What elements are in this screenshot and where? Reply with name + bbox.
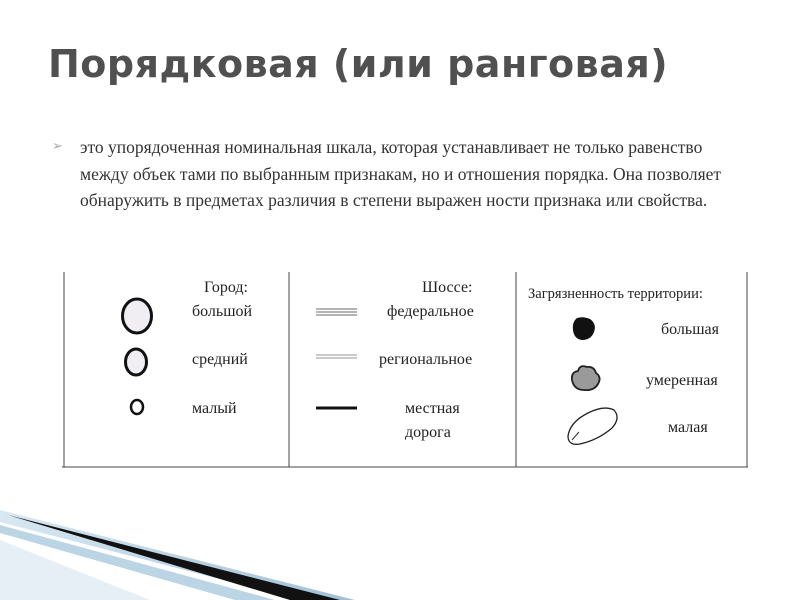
pollution-low-label: малая	[668, 419, 708, 436]
road-regional-icon	[316, 355, 357, 358]
slide-title: Порядковая (или ранговая)	[48, 42, 669, 86]
city-header: Город:	[204, 279, 248, 296]
pollution-low-icon	[568, 408, 617, 444]
city-small-icon	[131, 400, 143, 414]
pollution-moderate-label: умеренная	[646, 372, 718, 389]
city-medium-label: средний	[192, 351, 248, 368]
road-header: Шоссе:	[422, 279, 473, 296]
city-small-label: малый	[192, 400, 237, 417]
city-medium-icon	[126, 349, 147, 375]
road-local-label-2: дорога	[405, 424, 451, 441]
bullet-text: это упорядоченная номинальная шкала, которая устанавливает не только равенство между объек тами по выбранным признакам, но и отношения порядка. Она позволяет обнаружить в предметах различия в степени выражен ности признака или свойства.	[80, 137, 722, 210]
pollution-moderate-icon	[572, 366, 600, 390]
road-local-label: местная	[405, 400, 460, 417]
road-regional-label: региональное	[379, 351, 473, 368]
corner-swoosh-decoration	[0, 510, 355, 600]
city-large-icon	[123, 299, 152, 333]
pollution-high-icon	[573, 317, 595, 340]
pollution-high-label: большая	[661, 321, 719, 338]
arrow-bullet-icon: ➢	[52, 139, 63, 154]
road-federal-icon	[316, 309, 357, 315]
pollution-header: Загрязненность территории:	[528, 286, 703, 302]
city-large-label: большой	[192, 303, 253, 320]
road-federal-label: федеральное	[387, 303, 474, 320]
